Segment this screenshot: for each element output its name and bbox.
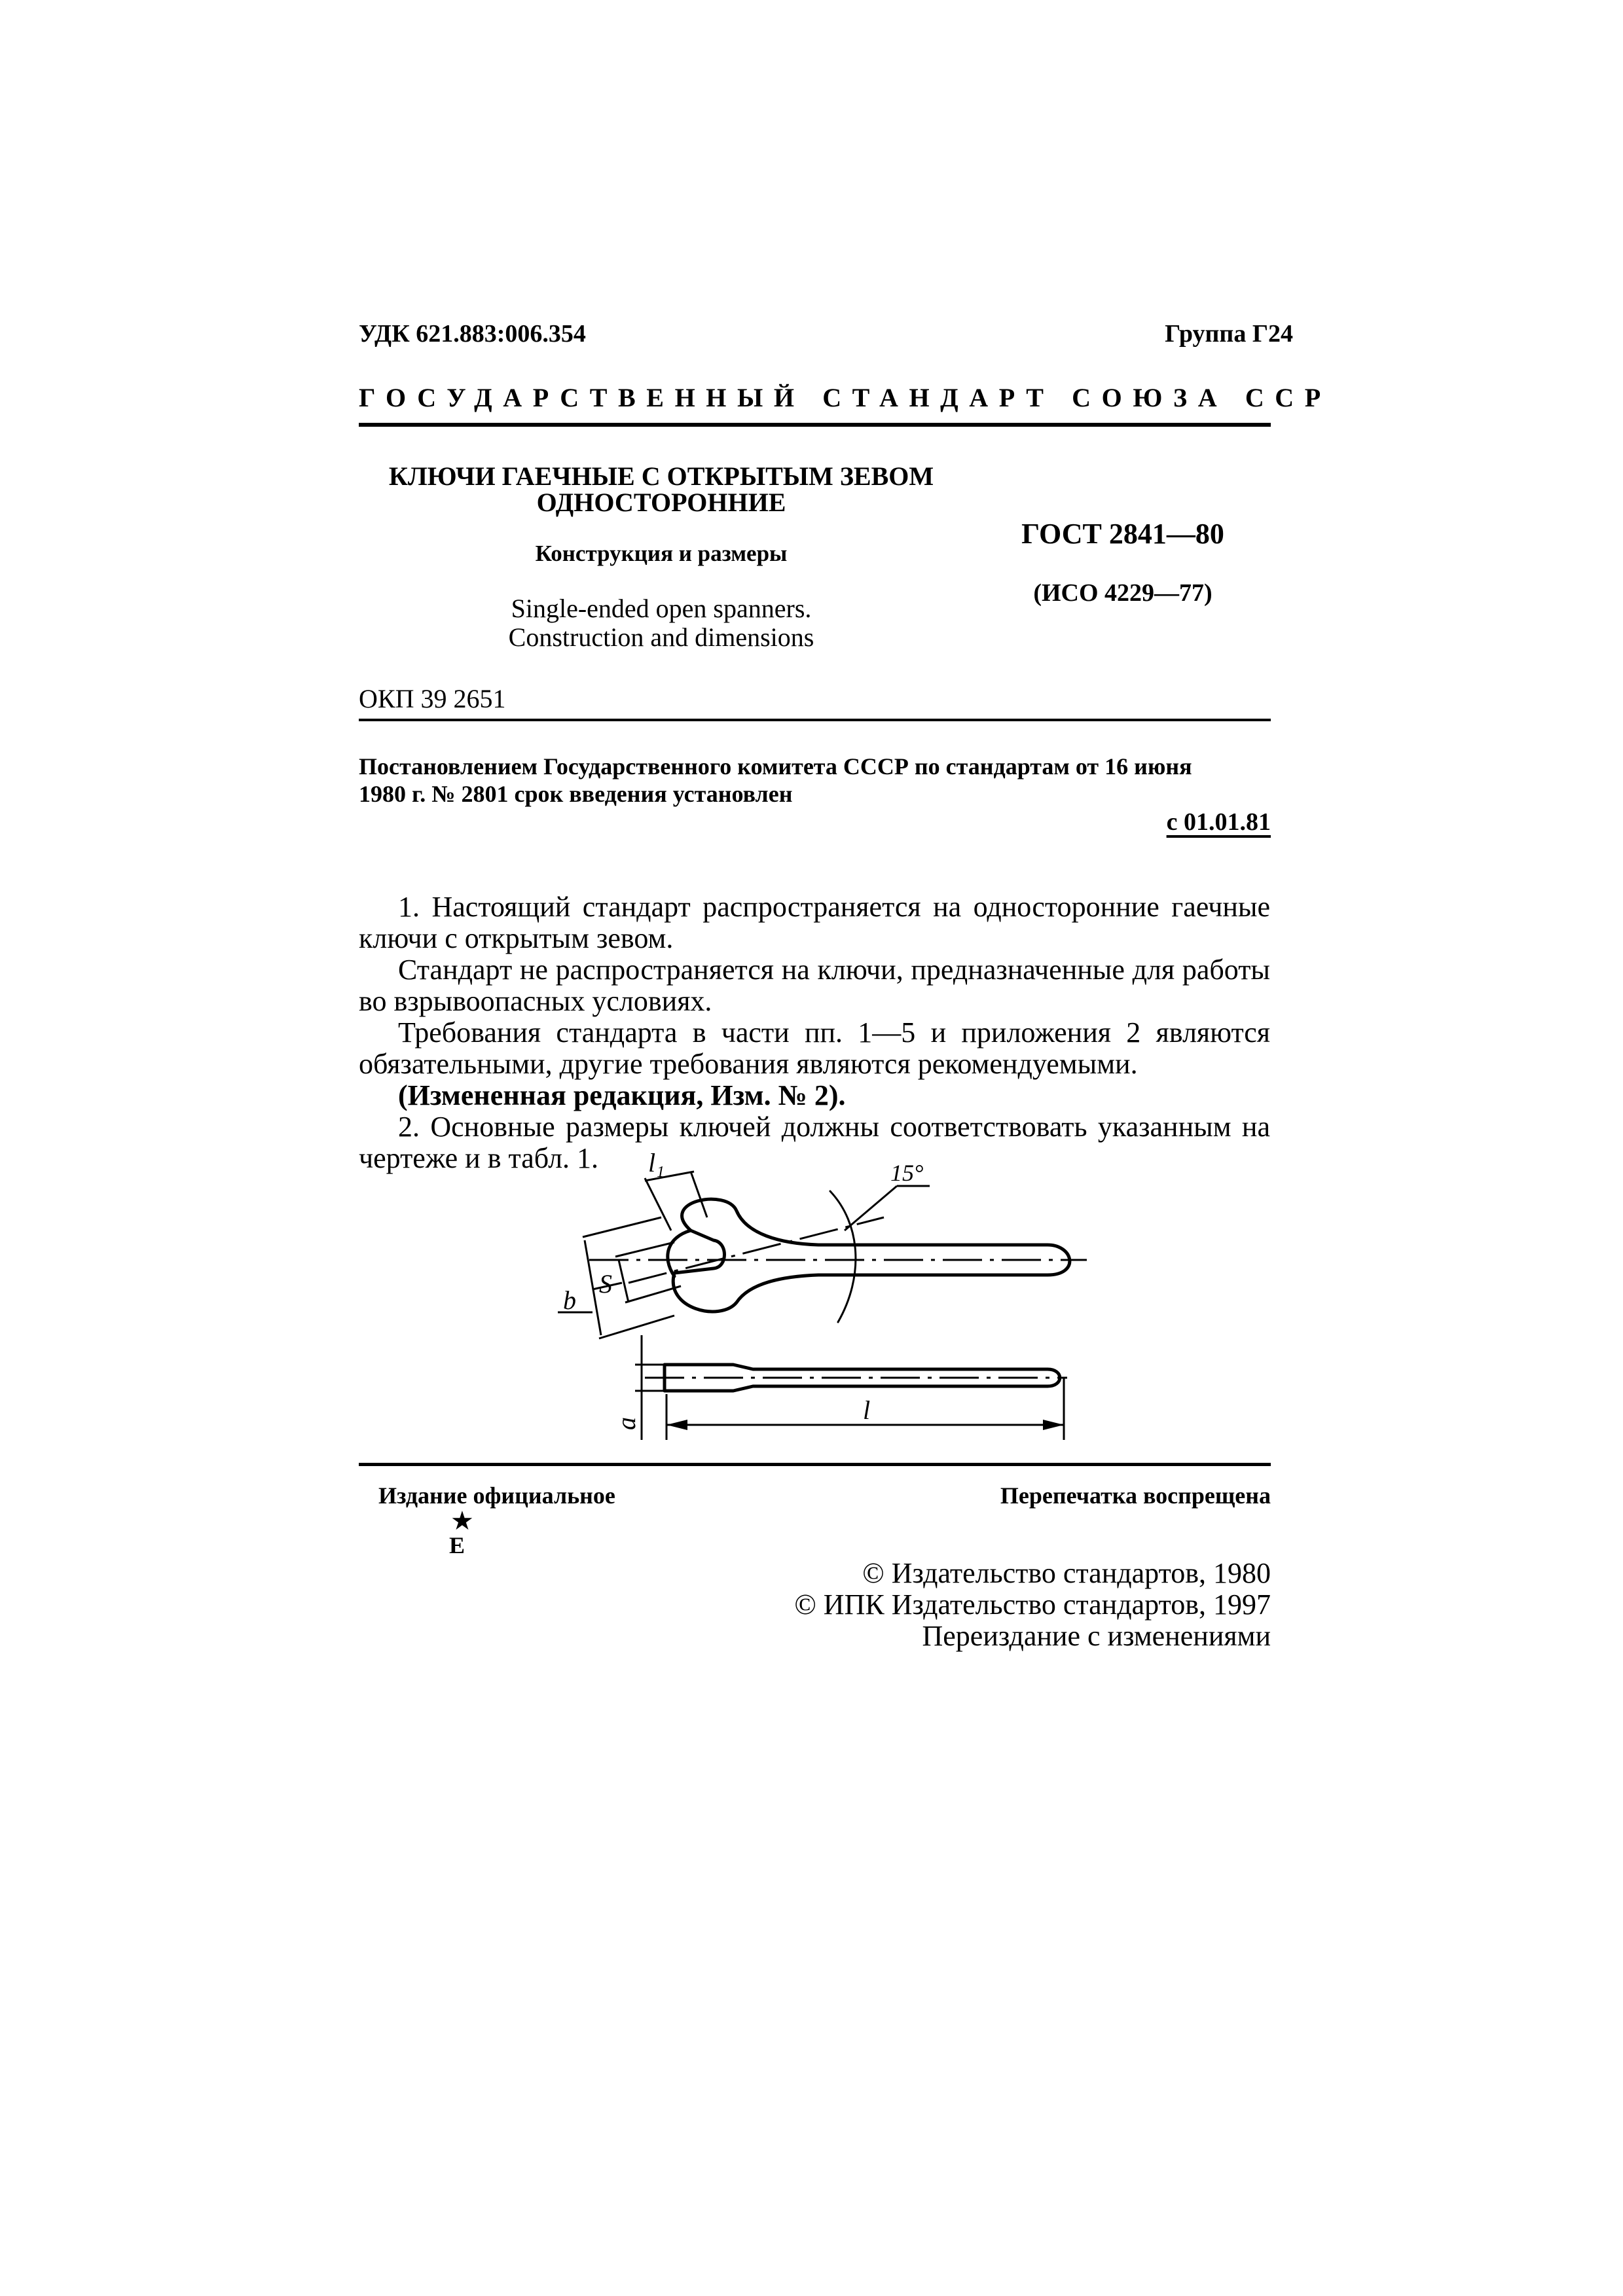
- edition-letter: E: [449, 1532, 465, 1558]
- udk-code: УДК 621.883:006.354: [359, 320, 586, 348]
- label-l1: l₁: [648, 1148, 665, 1177]
- okp-code: ОКП 39 2651: [359, 684, 506, 713]
- group-code: Группа Г24: [1165, 320, 1293, 348]
- label-angle: 15°: [890, 1160, 924, 1186]
- decree-line2: 1980 г. № 2801 срок введения установлен: [359, 781, 793, 807]
- s-dim: [619, 1260, 629, 1302]
- title-line1: КЛЮЧИ ГАЕЧНЫЕ С ОТКРЫТЫМ ЗЕВОМ: [388, 461, 934, 491]
- star-mark: ★: [450, 1506, 474, 1535]
- label-l: l: [863, 1395, 871, 1425]
- angle-arc: [830, 1191, 856, 1322]
- copyright-1997: © ИПК Издательство стандартов, 1997: [794, 1588, 1271, 1621]
- l1-ext-left: [645, 1178, 671, 1230]
- s-ext-lower: [625, 1286, 681, 1302]
- decree-line1: Постановлением Государственного комитета СССР по стандартам от 16 июня: [359, 753, 1192, 780]
- state-standard-heading: ГОСУДАРСТВЕННЫЙ СТАНДАРТ СОЮЗА ССР: [359, 383, 1332, 412]
- paragraph-scope: 1. Настоящий стандарт распространяется на односторонние гаечные ключи с открытым зевом.: [359, 891, 1270, 954]
- angle-leader: [845, 1186, 897, 1230]
- l-arrow-left: [666, 1420, 687, 1430]
- footer-rule: [359, 1463, 1271, 1466]
- label-b: b: [563, 1285, 576, 1315]
- reprint-prohibited: Перепечатка воспрещена: [1000, 1482, 1271, 1509]
- iso-number: (ИСО 4229—77): [1033, 579, 1213, 607]
- official-edition: Издание официальное: [378, 1482, 615, 1509]
- copyright-1980: © Издательство стандартов, 1980: [862, 1557, 1271, 1589]
- amendment-note: (Измененная редакция, Изм. № 2).: [398, 1079, 846, 1111]
- english-title-line1: Single-ended open spanners.: [511, 594, 812, 623]
- title-line2: ОДНОСТОРОННИЕ: [536, 488, 786, 517]
- label-a: a: [611, 1417, 641, 1430]
- b-ext-lower: [599, 1316, 674, 1338]
- label-s: S: [599, 1269, 612, 1299]
- jaw-opening: [668, 1230, 691, 1276]
- l1-ext-right: [691, 1172, 707, 1217]
- english-title-line2: Construction and dimensions: [508, 622, 814, 652]
- l-arrow-right: [1043, 1420, 1064, 1430]
- reissue-note: Переиздание с изменениями: [922, 1620, 1271, 1652]
- s-ext-upper: [615, 1242, 674, 1257]
- paragraph-requirements: Требования стандарта в части пп. 1—5 и приложения 2 являются обязательными, другие требования являются рекомендуемыми.: [359, 1016, 1270, 1080]
- subtitle: Конструкция и размеры: [535, 541, 788, 566]
- gost-number: ГОСТ 2841—80: [1021, 518, 1224, 550]
- b-ext-upper: [583, 1217, 661, 1237]
- paragraph-exclusion: Стандарт не распространяется на ключи, предназначенные для работы во взрывоопасных условиях.: [359, 954, 1270, 1017]
- paragraph-dimensions: 2. Основные размеры ключей должны соответствовать указанным на чертеже и в табл. 1.: [359, 1111, 1270, 1174]
- effective-date: с 01.01.81: [1166, 808, 1271, 836]
